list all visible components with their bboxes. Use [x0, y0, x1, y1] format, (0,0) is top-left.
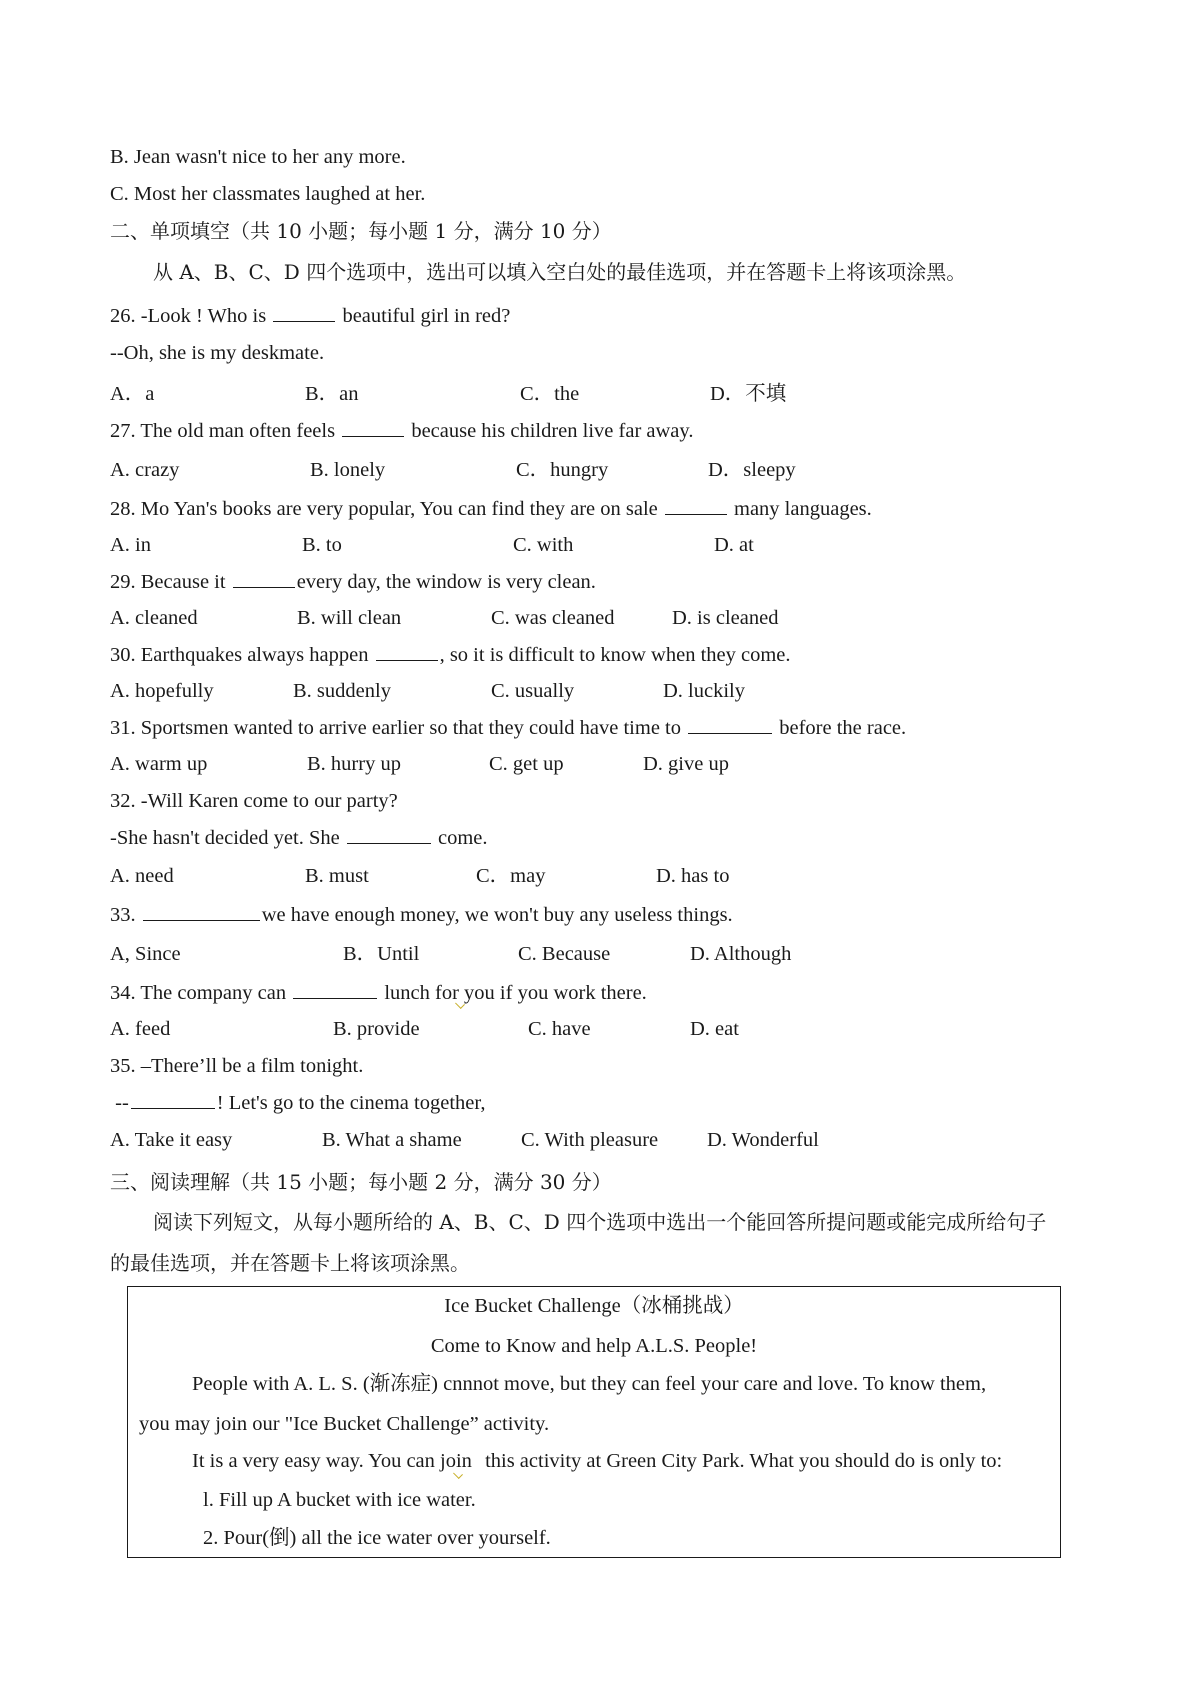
stem-text: ! Let's go to the cinema together, [216, 1092, 486, 1114]
question-35-stem-line [110, 1053, 363, 1079]
section3-heading: 三、阅读理解（共 15 小题；每小题 2 分，满分 30 分） [110, 1170, 612, 1194]
stem-text: 35. –There’ll be a film tonight. [110, 1055, 364, 1077]
option-c: C. Because [518, 943, 611, 965]
passage-paragraph2-part2: this activity at Green City Park. What you should do is only to: [485, 1450, 1003, 1472]
question-33-stem-line [110, 902, 733, 928]
question-32-stem-line [110, 825, 488, 851]
stem-text: every day, the window is very clean. [296, 571, 596, 593]
stem-text: 31. Sportsmen wanted to arrive earlier so that they could have time to [110, 717, 687, 739]
option-c: C. With pleasure [521, 1129, 659, 1151]
option-b: B. What a shame [322, 1129, 462, 1151]
question-32-stem-line [110, 788, 398, 814]
carryover-option-b: B. Jean wasn't nice to her any more. [110, 146, 406, 168]
option-a: A. warm up [110, 753, 208, 775]
option-b: B. must [305, 865, 369, 887]
option-b: B. hurry up [307, 753, 401, 775]
section2-instruction: 从 A、B、C、D 四个选项中，选出可以填入空白处的最佳选项，并在答题卡上将该项涂黑。 [153, 260, 967, 284]
option-d: D. give up [643, 753, 729, 775]
option-a: A．a [110, 383, 155, 405]
option-a: A. hopefully [110, 680, 214, 702]
stem-text: many languages. [728, 498, 872, 520]
passage-paragraph1-line1: People with A. L. S. (渐冻症) cnnnot move, but they can feel your care and love. To know them, [192, 1373, 987, 1395]
option-b: B. provide [333, 1018, 420, 1040]
stem-text: we have enough money, we won't buy any useless things. [261, 904, 733, 926]
stem-text: -- [110, 1092, 129, 1114]
question-34-stem-line [110, 980, 647, 1006]
stem-text: because his children live far away. [406, 420, 694, 442]
passage-subtitle: Come to Know and help A.L.S. People! [430, 1335, 758, 1357]
question-26-stem-line [110, 303, 510, 329]
option-c: C. was cleaned [491, 607, 615, 629]
stem-text: 34. The company can [110, 982, 292, 1004]
stem-text: 33. [110, 904, 141, 926]
answer-blank [233, 569, 295, 588]
question-31-stem-line [110, 715, 906, 741]
answer-blank [347, 825, 431, 844]
option-c: C. usually [491, 680, 575, 702]
passage-paragraph2 [192, 1448, 1002, 1474]
option-c: C. with [513, 534, 574, 556]
option-a: A. crazy [110, 459, 180, 481]
answer-blank [342, 418, 404, 437]
passage-step2: 2. Pour(倒) all the ice water over yourself. [203, 1527, 551, 1549]
option-b: B. lonely [310, 459, 386, 481]
option-a: A. Take it easy [110, 1129, 233, 1151]
option-d: D. at [714, 534, 754, 556]
stem-text: 32. -Will Karen come to our party? [110, 790, 398, 812]
question-35-stem-line [110, 1090, 486, 1116]
answer-blank [293, 980, 377, 999]
option-d: D. eat [690, 1018, 739, 1040]
option-d: D. Wonderful [707, 1129, 819, 1151]
stem-text: 30. Earthquakes always happen [110, 644, 374, 666]
stem-text: , so it is difficult to know when they come. [439, 644, 791, 666]
option-a: A. need [110, 865, 174, 887]
option-c: C. have [528, 1018, 591, 1040]
question-28-stem-line [110, 496, 872, 522]
stem-text: beautiful girl in red? [337, 305, 511, 327]
section3-instruction-line2: 的最佳选项，并在答题卡上将该项涂黑。 [110, 1251, 470, 1275]
carryover-option-c: C. Most her classmates laughed at her. [110, 183, 426, 205]
option-d: D．不填 [710, 383, 787, 405]
stem-text: 29. Because it [110, 571, 231, 593]
option-d: D. Although [690, 943, 792, 965]
stem-text: --Oh, she is my deskmate. [110, 342, 325, 364]
stem-text: -She hasn't decided yet. She [110, 827, 345, 849]
section2-heading: 二、单项填空（共 10 小题；每小题 1 分，满分 10 分） [110, 219, 612, 243]
option-b: B．an [305, 383, 359, 405]
passage-paragraph1-line2: you may join our "Ice Bucket Challenge” activity. [139, 1413, 550, 1435]
option-d: D. has to [656, 865, 730, 887]
stem-text: 28. Mo Yan's books are very popular, You can find they are on sale [110, 498, 663, 520]
option-c: C．hungry [516, 459, 609, 481]
answer-blank [273, 303, 335, 322]
option-a: A. feed [110, 1018, 171, 1040]
answer-blank [376, 642, 438, 661]
stem-text: 27. The old man often feels [110, 420, 341, 442]
option-b: B. will clean [297, 607, 402, 629]
answer-blank [665, 496, 727, 515]
option-d: D．sleepy [708, 459, 796, 481]
passage-title: Ice Bucket Challenge（冰桶挑战） [444, 1295, 744, 1317]
option-a: A. cleaned [110, 607, 198, 629]
option-b: B. to [302, 534, 342, 556]
section3-instruction-line1: 阅读下列短文，从每小题所给的 A、B、C、D 四个选项中选出一个能回答所提问题或能完成所给句子 [153, 1210, 1047, 1234]
option-c: C. get up [489, 753, 564, 775]
question-26-stem-line [110, 340, 324, 366]
stem-text: lunch for you if you work there. [379, 982, 647, 1004]
passage-step1: l. Fill up A bucket with ice water. [203, 1489, 476, 1511]
option-a: A. in [110, 534, 151, 556]
option-a: A, Since [110, 943, 181, 965]
stem-text: before the race. [774, 717, 907, 739]
passage-paragraph2-part1: It is a very easy way. You can join [192, 1450, 478, 1472]
question-29-stem-line [110, 569, 596, 595]
option-d: D. is cleaned [672, 607, 779, 629]
stem-text: come. [432, 827, 488, 849]
option-d: D. luckily [663, 680, 745, 702]
stem-text: 26. -Look ! Who is [110, 305, 272, 327]
answer-blank [143, 902, 260, 921]
option-c: C．the [520, 383, 580, 405]
question-27-stem-line [110, 418, 693, 444]
option-b: B．Until [343, 943, 420, 965]
question-30-stem-line [110, 642, 791, 668]
option-b: B. suddenly [293, 680, 391, 702]
answer-blank [688, 715, 772, 734]
answer-blank [131, 1090, 215, 1109]
option-c: C．may [476, 865, 546, 887]
